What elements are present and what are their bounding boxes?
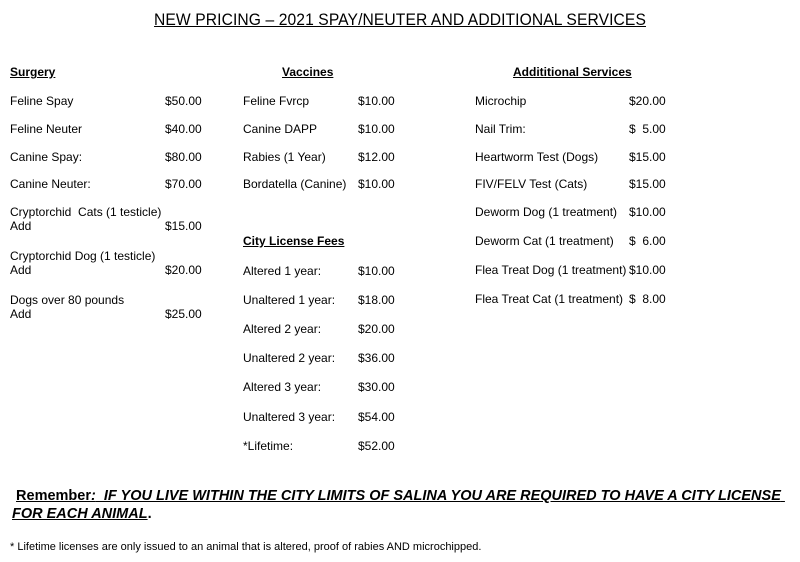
surgery-item-price: $25.00	[165, 307, 202, 321]
vaccine-item-label: Feline Fvrcp	[243, 94, 310, 108]
reminder-period: .	[147, 506, 152, 522]
service-item-price: $20.00	[629, 94, 666, 108]
city-license-reminder	[12, 487, 796, 523]
reminder-text: IF YOU LIVE WITHIN THE CITY LIMITS OF SALINA YOU ARE REQUIRED TO HAVE A CITY LICENSE FOR EACH ANIMAL	[12, 488, 785, 522]
license-item-price: $54.00	[358, 410, 395, 424]
surgery-item-sublabel: Add	[10, 263, 32, 277]
vaccines-heading: Vaccines	[282, 65, 334, 79]
license-item-price: $52.00	[358, 439, 395, 453]
license-item-label: Unaltered 2 year:	[243, 351, 336, 365]
license-item-price: $20.00	[358, 322, 395, 336]
license-item-label: *Lifetime:	[243, 439, 294, 453]
surgery-item-price: $20.00	[165, 263, 202, 277]
service-item-price: $ 5.00	[629, 122, 666, 136]
surgery-item-price: $40.00	[165, 122, 202, 136]
surgery-item-price: $50.00	[165, 94, 202, 108]
license-item-price: $18.00	[358, 293, 395, 307]
license-item-label: Altered 3 year:	[243, 380, 322, 394]
service-item-price: $ 6.00	[629, 234, 666, 248]
license-item-price: $10.00	[358, 264, 395, 278]
vaccine-item-label: Rabies (1 Year)	[243, 150, 326, 164]
license-item-label: Altered 2 year:	[243, 322, 322, 336]
surgery-heading: Surgery	[10, 65, 56, 79]
vaccine-item-price: $12.00	[358, 150, 395, 164]
surgery-item-label: Cryptorchid Dog (1 testicle)	[10, 249, 156, 263]
service-item-price: $10.00	[629, 205, 666, 219]
license-item-price: $30.00	[358, 380, 395, 394]
license-item-price: $36.00	[358, 351, 395, 365]
service-item-label: Heartworm Test (Dogs)	[475, 150, 599, 164]
surgery-item-label: Canine Spay:	[10, 150, 83, 164]
license-item-label: Unaltered 3 year:	[243, 410, 336, 424]
surgery-item-sublabel: Add	[10, 307, 32, 321]
service-item-price: $ 8.00	[629, 292, 666, 306]
surgery-item-label: Feline Neuter	[10, 122, 83, 136]
vaccine-item-price: $10.00	[358, 122, 395, 136]
vaccine-item-price: $10.00	[358, 177, 395, 191]
vaccine-item-label: Canine DAPP	[243, 122, 318, 136]
vaccine-item-price: $10.00	[358, 94, 395, 108]
surgery-item-label: Dogs over 80 pounds	[10, 293, 125, 307]
surgery-item-sublabel: Add	[10, 219, 32, 233]
city-license-heading: City License Fees	[243, 234, 345, 248]
surgery-item-price: $15.00	[165, 219, 202, 233]
service-item-label: Microchip	[475, 94, 527, 108]
additional-services-heading: Addititional Services	[513, 65, 632, 79]
service-item-price: $15.00	[629, 150, 666, 164]
service-item-price: $15.00	[629, 177, 666, 191]
surgery-item-label: Cryptorchid Cats (1 testicle)	[10, 205, 162, 219]
service-item-label: Deworm Dog (1 treatment)	[475, 205, 618, 219]
reminder-lead: Remember	[16, 488, 91, 504]
license-item-label: Altered 1 year:	[243, 264, 322, 278]
reminder-colon: :	[90, 488, 96, 504]
service-item-label: Flea Treat Dog (1 treatment)	[475, 263, 627, 277]
lifetime-license-footnote: * Lifetime licenses are only issued to an animal that is altered, proof of rabies AND microchipped.	[10, 541, 482, 553]
service-item-label: Flea Treat Cat (1 treatment)	[475, 292, 624, 306]
vaccine-item-label: Bordatella (Canine)	[243, 177, 347, 191]
surgery-item-label: Canine Neuter:	[10, 177, 91, 191]
service-item-label: FIV/FELV Test (Cats)	[475, 177, 588, 191]
surgery-item-price: $80.00	[165, 150, 202, 164]
service-item-price: $10.00	[629, 263, 666, 277]
surgery-item-label: Feline Spay	[10, 94, 74, 108]
license-item-label: Unaltered 1 year:	[243, 293, 336, 307]
service-item-label: Nail Trim:	[475, 122, 526, 136]
page-title: NEW PRICING – 2021 SPAY/NEUTER AND ADDITIONAL SERVICES	[154, 10, 646, 29]
service-item-label: Deworm Cat (1 treatment)	[475, 234, 614, 248]
surgery-item-price: $70.00	[165, 177, 202, 191]
